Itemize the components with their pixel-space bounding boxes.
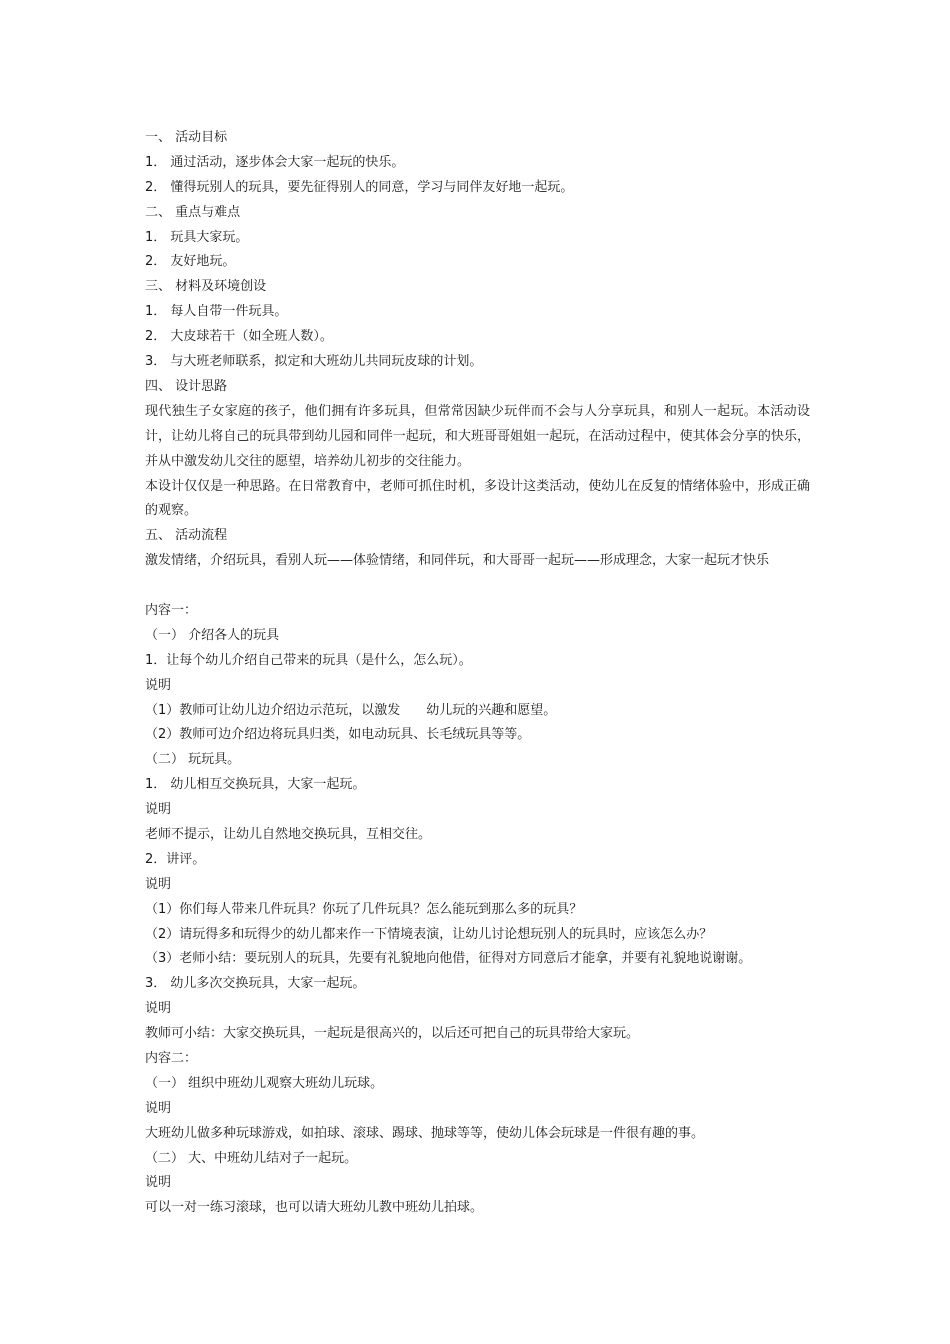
subsection-heading: （一） 介绍各人的玩具 xyxy=(145,627,280,643)
note-item: （3）老师小结：要玩别人的玩具，先要有礼貌地向他借，征得对方同意后才能拿，并要有礼貌地说谢谢。 xyxy=(145,951,752,967)
section-heading-goals: 一、 活动目标 xyxy=(145,130,228,145)
list-item: 2． 友好地玩。 xyxy=(145,254,236,270)
content-heading: 内容二： xyxy=(145,1051,198,1067)
note-item: 大班幼儿做多种玩球游戏，如拍球、滚球、踢球、抛球等等，使幼儿体会玩球是一件很有趣的事。 xyxy=(145,1125,705,1141)
paragraph: 本设计仅仅是一种思路。在日常教育中，老师可抓住时机，多设计这类活动，使幼儿在反复的情绪体验中，形成正确的观察。 xyxy=(145,478,810,519)
list-item: 3． 与大班老师联系，拟定和大班幼儿共同玩皮球的计划。 xyxy=(145,354,483,370)
list-item: 2． 大皮球若干（如全班人数）。 xyxy=(145,329,333,345)
note-label: 说明 xyxy=(145,1100,172,1116)
note-label: 说明 xyxy=(145,1001,172,1017)
list-item: 2． 懂得玩别人的玩具，要先征得别人的同意，学习与同伴友好地一起玩。 xyxy=(145,179,574,195)
subsection-heading: （一） 组织中班幼儿观察大班幼儿玩球。 xyxy=(145,1075,384,1091)
list-item: 1． 通过活动，逐步体会大家一起玩的快乐。 xyxy=(145,154,405,170)
list-item: 1． 每人自带一件玩具。 xyxy=(145,304,288,320)
content-heading: 内容一： xyxy=(145,603,198,618)
note-item: （1）教师可让幼儿边介绍边示范玩，以激发 幼儿玩的兴趣和愿望。 xyxy=(145,702,557,718)
note-item: 老师不提示，让幼儿自然地交换玩具，互相交往。 xyxy=(145,827,432,843)
list-item: 1．让每个幼儿介绍自己带来的玩具（是什么，怎么玩）。 xyxy=(145,652,472,668)
list-item: 2．讲评。 xyxy=(145,851,206,867)
note-label: 说明 xyxy=(145,1175,172,1191)
note-label: 说明 xyxy=(145,677,172,693)
section-heading-materials: 三、 材料及环境创设 xyxy=(145,279,267,295)
note-item: 可以一对一练习滚球，也可以请大班幼儿教中班幼儿拍球。 xyxy=(145,1200,484,1216)
subsection-heading: （二） 玩玩具。 xyxy=(145,752,241,768)
subsection-heading: （二） 大、中班幼儿结对子一起玩。 xyxy=(145,1150,358,1166)
note-item: （2）教师可边介绍边将玩具归类，如电动玩具、长毛绒玩具等等。 xyxy=(145,727,531,743)
document-body xyxy=(145,126,810,1221)
note-label: 说明 xyxy=(145,876,172,892)
note-label: 说明 xyxy=(145,802,172,818)
note-item: 教师可小结：大家交换玩具，一起玩是很高兴的，以后还可把自己的玩具带给大家玩。 xyxy=(145,1026,640,1042)
note-item: （2）请玩得多和玩得少的幼儿都来作一下情境表演，让幼儿讨论想玩别人的玩具时，应该怎么办？ xyxy=(145,926,713,942)
paragraph: 现代独生子女家庭的孩子，他们拥有许多玩具，但常常因缺少玩伴而不会与人分享玩具，和别人一起玩。本活动设计，让幼儿将自己的玩具带到幼儿园和同伴一起玩，和大班哥哥姐姐一起玩，在活动过程中，使其体会分享的快乐，并从中激发幼儿交往的愿望，培养幼儿初步的交往能力。 xyxy=(145,403,810,469)
list-item: 3． 幼儿多次交换玩具，大家一起玩。 xyxy=(145,976,366,992)
list-item: 1． 幼儿相互交换玩具，大家一起玩。 xyxy=(145,777,366,793)
note-item: （1）你们每人带来几件玩具？你玩了几件玩具？怎么能玩到那么多的玩具？ xyxy=(145,901,583,917)
section-heading-design: 四、 设计思路 xyxy=(145,378,228,394)
section-heading-process: 五、 活动流程 xyxy=(145,528,228,544)
paragraph: 激发情绪，介绍玩具，看别人玩——体验情绪，和同伴玩，和大哥哥一起玩——形成理念，大家一起玩才快乐 xyxy=(145,553,770,569)
section-heading-key-points: 二、 重点与难点 xyxy=(145,204,241,220)
blank-line xyxy=(145,574,810,599)
list-item: 1． 玩具大家玩。 xyxy=(145,229,249,245)
